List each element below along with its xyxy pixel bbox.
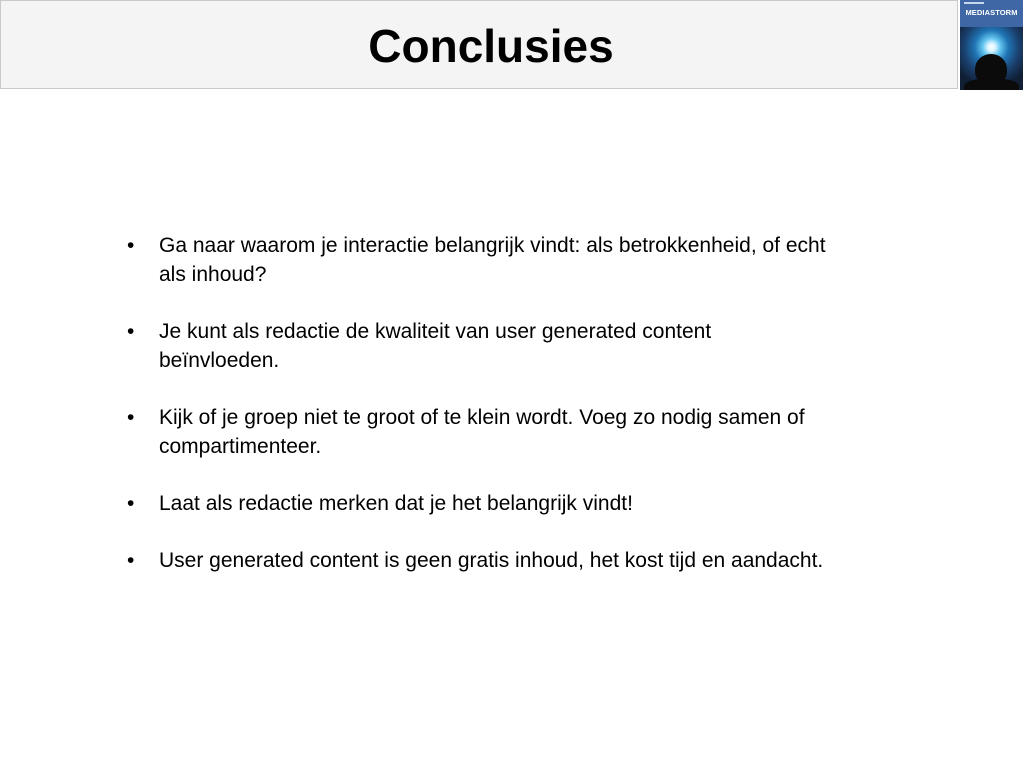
bullet-item	[127, 317, 827, 375]
bullet-dot-icon: •	[127, 492, 135, 515]
bullet-item	[127, 489, 827, 518]
cover-header-band	[960, 0, 1023, 27]
bullet-text: Laat als redactie merken dat je het belangrijk vindt!	[159, 492, 633, 515]
bullet-item	[127, 403, 827, 461]
bullet-item	[127, 231, 827, 289]
bullet-text: User generated content is geen gratis inhoud, het kost tijd en aandacht.	[159, 549, 824, 572]
bullet-dot-icon: •	[127, 320, 135, 343]
bullet-item	[127, 546, 827, 575]
bullet-dot-icon: •	[127, 234, 135, 257]
cover-silhouette-shoulders	[964, 78, 1019, 90]
bullet-text: Ga naar waarom je interactie belangrijk vindt: als betrokkenheid, of echt als inhoud?	[159, 234, 826, 286]
slide-title: Conclusies	[368, 20, 614, 72]
bullet-dot-icon: •	[127, 549, 135, 572]
cover-title-logo: MEDIASTORM	[965, 8, 1018, 17]
bullet-list	[127, 231, 827, 603]
bullet-dot-icon: •	[127, 406, 135, 429]
bullet-text: Kijk of je groep niet te groot of te klein wordt. Voeg zo nodig samen of compartimenteer.	[159, 406, 805, 458]
cover-small-text-line	[964, 2, 984, 4]
book-cover-thumbnail	[960, 0, 1023, 90]
bullet-text: Je kunt als redactie de kwaliteit van user generated content beïnvloeden.	[159, 320, 712, 372]
